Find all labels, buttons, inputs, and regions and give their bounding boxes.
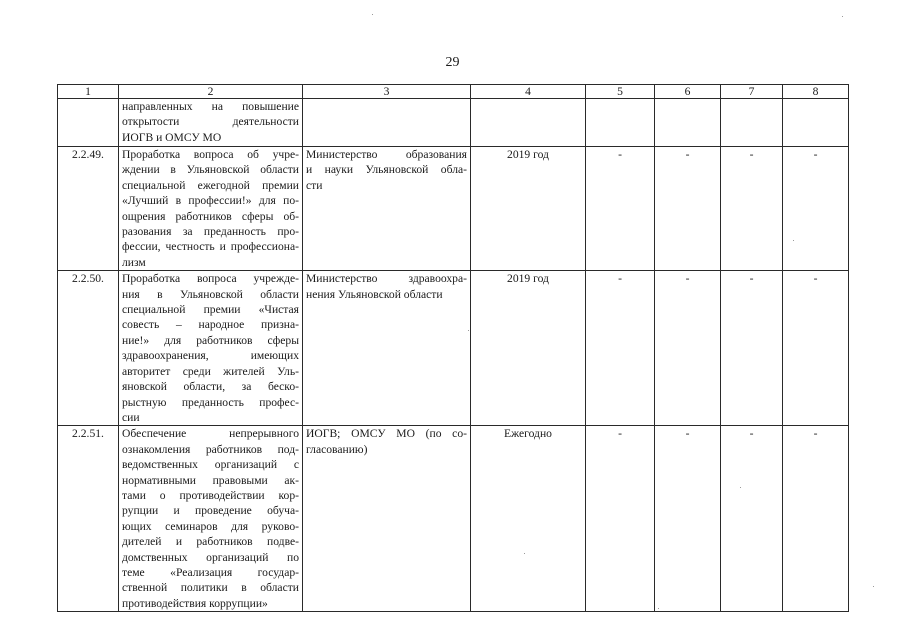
row-number-cell: 2.2.49. — [58, 147, 119, 271]
scan-speck — [873, 586, 874, 587]
description-line: специальной премии «Чистая — [122, 303, 299, 317]
table-row — [58, 147, 849, 271]
scan-speck — [793, 240, 794, 241]
description-line: ственной политики в области — [122, 581, 299, 595]
value-cell — [783, 99, 849, 147]
value-cell: - — [586, 426, 655, 612]
value-cell: - — [655, 271, 721, 426]
executor-line: ИОГВ; ОМСУ МО (по со- — [306, 427, 467, 441]
row-number-cell: 2.2.51. — [58, 426, 119, 612]
scan-speck — [468, 330, 469, 331]
description-line: специальной ежегодной премии — [122, 178, 299, 192]
measure-description-cell — [119, 271, 303, 426]
description-line: тами о противодействии кор- — [122, 488, 299, 502]
description-line: домственных организаций по — [122, 550, 299, 564]
description-line: теме «Реализация государ- — [122, 565, 299, 579]
header-cell: 1 — [58, 85, 119, 99]
executor-cell — [303, 271, 471, 426]
description-line: Обеспечение непрерывного — [122, 427, 299, 441]
header-cell: 2 — [119, 85, 303, 99]
executor-line: Министерство здравоохра- — [306, 272, 467, 286]
description-line: здравоохранения, имеющих — [122, 349, 299, 363]
term-cell: 2019 год — [471, 271, 586, 426]
description-line: ознакомления работников под- — [122, 442, 299, 456]
table-row — [58, 426, 849, 612]
header-cell: 6 — [655, 85, 721, 99]
value-cell — [721, 99, 783, 147]
description-line: лизм — [122, 255, 146, 269]
description-line: яновской области, за беско- — [122, 380, 299, 394]
scan-speck — [658, 608, 659, 609]
description-line: разования за преданность про- — [122, 225, 299, 239]
table-header-row — [58, 85, 849, 99]
description-line: сии — [122, 410, 140, 424]
measure-description-cell — [119, 426, 303, 612]
table-row — [58, 99, 849, 147]
header-cell: 7 — [721, 85, 783, 99]
scan-speck — [842, 16, 843, 17]
table-row — [58, 271, 849, 426]
executor-cell — [303, 147, 471, 271]
scan-speck — [740, 487, 741, 488]
description-line: направленных на повышение — [122, 100, 299, 113]
description-line: Проработка вопроса об учре- — [122, 148, 299, 161]
value-cell: - — [721, 426, 783, 612]
value-cell: - — [783, 147, 849, 271]
description-line: открытости деятельности — [122, 115, 299, 129]
description-line: рыстную преданность профес- — [122, 395, 299, 409]
scan-speck — [372, 14, 373, 15]
measure-description-cell — [119, 99, 303, 147]
executor-line: и науки Ульяновской обла- — [306, 163, 467, 177]
description-line: рупции и проведение обуча- — [122, 504, 299, 518]
executor-line: Министерство образования — [306, 148, 467, 161]
description-line: фессии, честность и профессиона- — [122, 240, 299, 254]
header-cell: 3 — [303, 85, 471, 99]
value-cell: - — [655, 147, 721, 271]
executor-cell — [303, 99, 471, 147]
value-cell — [586, 99, 655, 147]
page-number: 29 — [445, 55, 460, 70]
description-line: ждении в Ульяновской области — [122, 163, 299, 177]
description-line: ощрения работников сферы об- — [122, 209, 299, 223]
row-number-cell — [58, 99, 119, 147]
value-cell: - — [721, 147, 783, 271]
executor-line: сти — [306, 178, 323, 192]
term-cell: Ежегодно — [471, 426, 586, 612]
description-line: ние!» для работников сферы — [122, 333, 299, 347]
executor-line: гласованию) — [306, 442, 368, 456]
description-line: дителей и работников подве- — [122, 535, 299, 549]
term-cell — [471, 99, 586, 147]
description-line: авторитет среди жителей Уль- — [122, 364, 299, 378]
value-cell: - — [655, 426, 721, 612]
executor-cell — [303, 426, 471, 612]
value-cell: - — [586, 147, 655, 271]
description-line: ющих семинаров для руково- — [122, 519, 299, 533]
executor-line: нения Ульяновской области — [306, 287, 443, 301]
row-number-cell: 2.2.50. — [58, 271, 119, 426]
description-line: совесть – народное призна- — [122, 318, 299, 332]
measure-description-cell — [119, 147, 303, 271]
header-cell: 8 — [783, 85, 849, 99]
description-line: нормативными правовыми ак- — [122, 473, 299, 487]
header-cell: 5 — [586, 85, 655, 99]
header-cell: 4 — [471, 85, 586, 99]
measures-table — [57, 84, 849, 612]
value-cell: - — [783, 271, 849, 426]
description-line: «Лучший в профессии!» для по- — [122, 194, 299, 208]
value-cell — [655, 99, 721, 147]
value-cell: - — [783, 426, 849, 612]
description-line: Проработка вопроса учрежде- — [122, 272, 299, 286]
description-line: ведомственных организаций с — [122, 458, 299, 472]
term-cell: 2019 год — [471, 147, 586, 271]
description-line: ИОГВ и ОМСУ МО — [122, 130, 222, 144]
scan-speck — [524, 553, 525, 554]
description-line: ния в Ульяновской области — [122, 287, 299, 301]
value-cell: - — [721, 271, 783, 426]
value-cell: - — [586, 271, 655, 426]
description-line: противодействия коррупции» — [122, 596, 268, 610]
